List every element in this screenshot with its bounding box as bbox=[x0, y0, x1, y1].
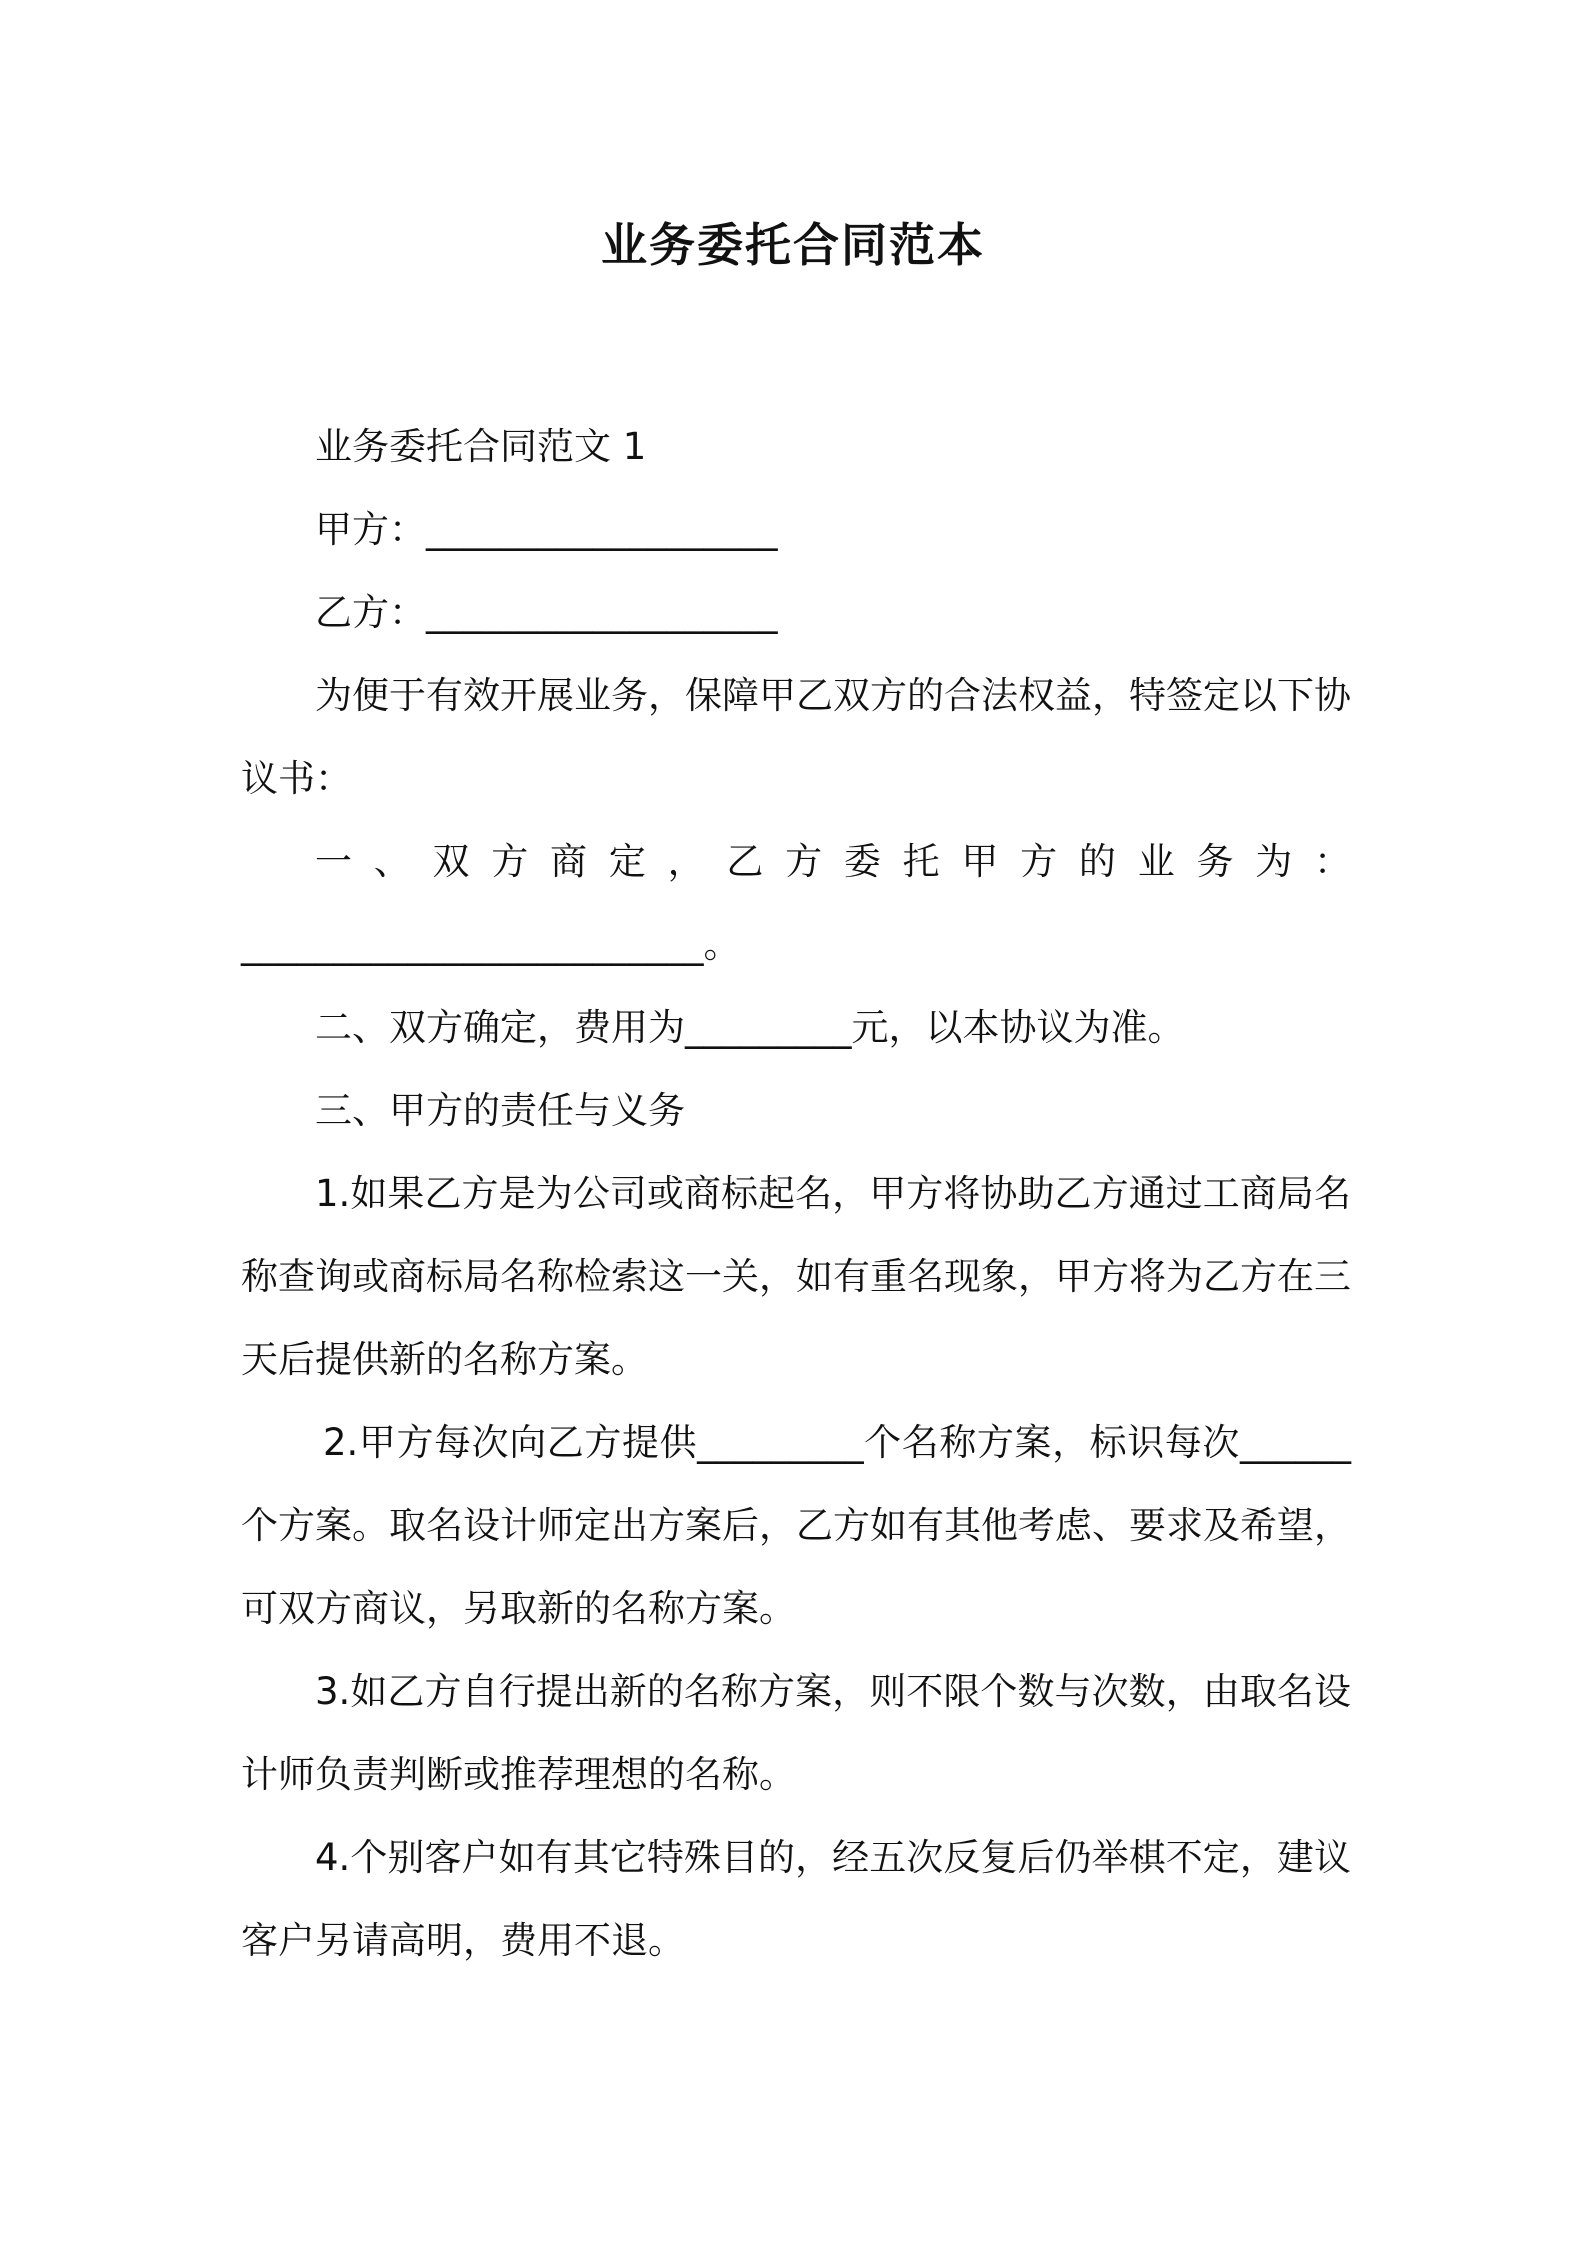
clause-3-heading: 三、甲方的责任与义务 bbox=[315, 1089, 685, 1132]
preamble-paragraph: 为便于有效开展业务，保障甲乙双方的合法权益，特签定以下协议书： bbox=[241, 674, 1351, 800]
section-heading: 业务委托合同范文 1 bbox=[315, 425, 647, 468]
clause-3-item-2: 2.甲方每次向乙方提供_________个名称方案，标识每次______个方案。取名设计师定出方案后，乙方如有其他考虑、要求及希望，可双方商议，另取新的名称方案。 bbox=[241, 1421, 1351, 1630]
clause-1-blank: _________________________。 bbox=[241, 923, 741, 966]
clause-2-paragraph: 二、双方确定，费用为_________元，以本协议为准。 bbox=[315, 1006, 1185, 1049]
clause-1-heading: 一 、 双 方 商 定 ， 乙 方 委 托 甲 方 的 业 务 为 ： bbox=[315, 840, 1351, 883]
document-body bbox=[241, 405, 1351, 1982]
party-a-line: 甲方：___________________ bbox=[315, 508, 778, 551]
clause-3-item-4: 4.个别客户如有其它特殊目的，经五次反复后仍举棋不定，建议客户另请高明，费用不退。 bbox=[241, 1836, 1351, 1962]
document-title: 业务委托合同范本 bbox=[601, 218, 985, 272]
party-b-line: 乙方：___________________ bbox=[315, 591, 778, 634]
clause-3-item-3: 3.如乙方自行提出新的名称方案，则不限个数与次数，由取名设计师负责判断或推荐理想的名称。 bbox=[241, 1670, 1351, 1796]
clause-3-item-1: 1.如果乙方是为公司或商标起名，甲方将协助乙方通过工商局名称查询或商标局名称检索这一关，如有重名现象，甲方将为乙方在三天后提供新的名称方案。 bbox=[241, 1172, 1351, 1381]
